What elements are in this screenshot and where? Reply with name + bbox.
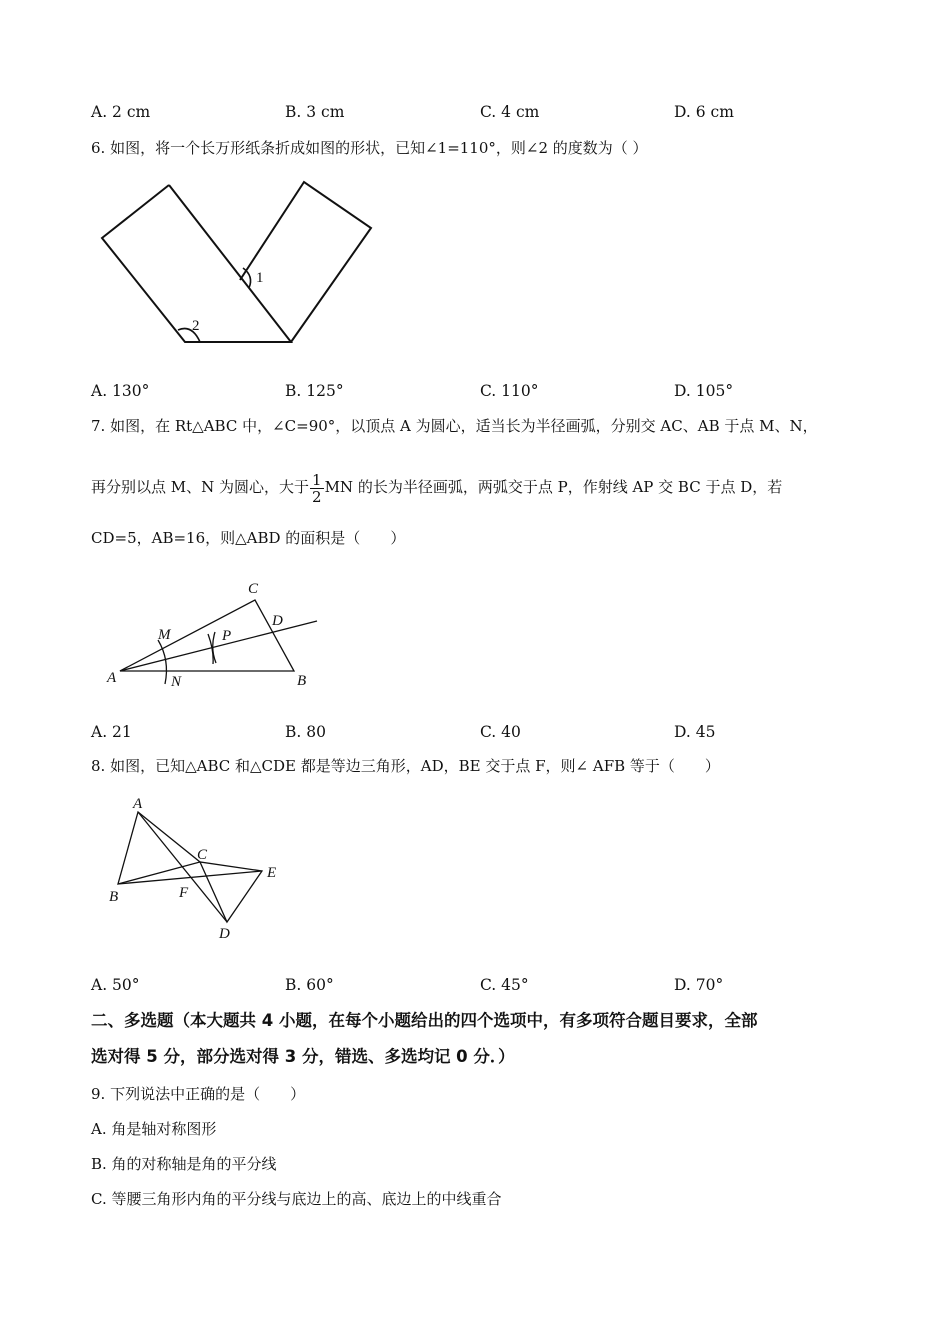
q9-option-b[interactable]: B. 角的对称轴是角的平分线 [91,1155,277,1173]
q7-line-2-a: 再分别以点 M、N 为圆心，大于 [91,478,310,496]
q8-label-e: E [267,865,277,881]
q7-label-b: B [297,673,307,689]
q8-option-d[interactable]: D. 70° [674,976,724,994]
q5-option-b[interactable]: B. 3 cm [285,103,345,121]
q6-stem: 6. 如图，将一个长万形纸条折成如图的形状，已知∠1=110°，则∠2 的度数为（ ） [91,139,648,157]
q8-label-f: F [179,885,189,901]
q7-frac-num: 1 [312,470,322,489]
q8-option-a[interactable]: A. 50° [91,976,140,994]
q8-option-c[interactable]: C. 45° [480,976,529,994]
q8-triangle-cde [200,862,262,922]
q7-line-2-b: MN 的长为半径画弧，两弧交于点 P，作射线 AP 交 BC 于点 D，若 [324,478,783,496]
q8-segment-ad [138,812,227,922]
q7-label-m: M [158,627,171,643]
q8-stem: 8. 如图，已知△ABC 和△CDE 都是等边三角形，AD，BE 交于点 F，则∠ AFB 等于（ ） [91,757,720,775]
q6-label-2: 2 [192,318,200,334]
q8-label-d: D [219,926,230,942]
q8-label-b: B [109,889,119,905]
q7-line-3: CD=5，AB=16，则△ABD 的面积是（ ） [91,529,406,547]
q7-line-1: 7. 如图，在 Rt△ABC 中，∠C=90°，以顶点 A 为圆心，适当长为半径画弧，分别交 AC、AB 于点 M、N， [91,417,818,435]
q9-stem: 9. 下列说法中正确的是（ ） [91,1085,306,1103]
q5-option-c[interactable]: C. 4 cm [480,103,540,121]
q6-option-a[interactable]: A. 130° [91,382,150,400]
q8-label-a: A [133,796,143,812]
q8-segment-be [118,871,262,884]
q5-option-d[interactable]: D. 6 cm [674,103,734,121]
q7-option-b[interactable]: B. 80 [285,723,326,741]
q6-option-b[interactable]: B. 125° [285,382,344,400]
q7-label-a: A [107,670,117,686]
q7-option-c[interactable]: C. 40 [480,723,521,741]
section-2-heading-line-2: 选对得 5 分，部分选对得 3 分，错选、多选均记 0 分．） [91,1047,515,1066]
q7-label-c: C [248,581,259,597]
q6-option-c[interactable]: C. 110° [480,382,539,400]
q7-label-p: P [222,628,232,644]
q7-option-a[interactable]: A. 21 [91,723,132,741]
q6-label-1: 1 [256,270,264,286]
q8-label-c: C [197,847,208,863]
section-2-heading-line-1: 二、多选题（本大题共 4 小题，在每个小题给出的四个选项中，有多项符合题目要求，全部 [91,1011,758,1030]
q8-option-b[interactable]: B. 60° [285,976,334,994]
q7-frac-den: 2 [312,487,322,506]
q7-label-d: D [272,613,283,629]
q9-option-c[interactable]: C. 等腰三角形内角的平分线与底边上的高、底边上的中线重合 [91,1190,502,1208]
q9-option-a[interactable]: A. 角是轴对称图形 [91,1120,217,1138]
q5-option-a[interactable]: A. 2 cm [91,103,151,121]
q7-option-d[interactable]: D. 45 [674,723,716,741]
q6-option-d[interactable]: D. 105° [674,382,734,400]
q7-label-n: N [171,674,182,690]
